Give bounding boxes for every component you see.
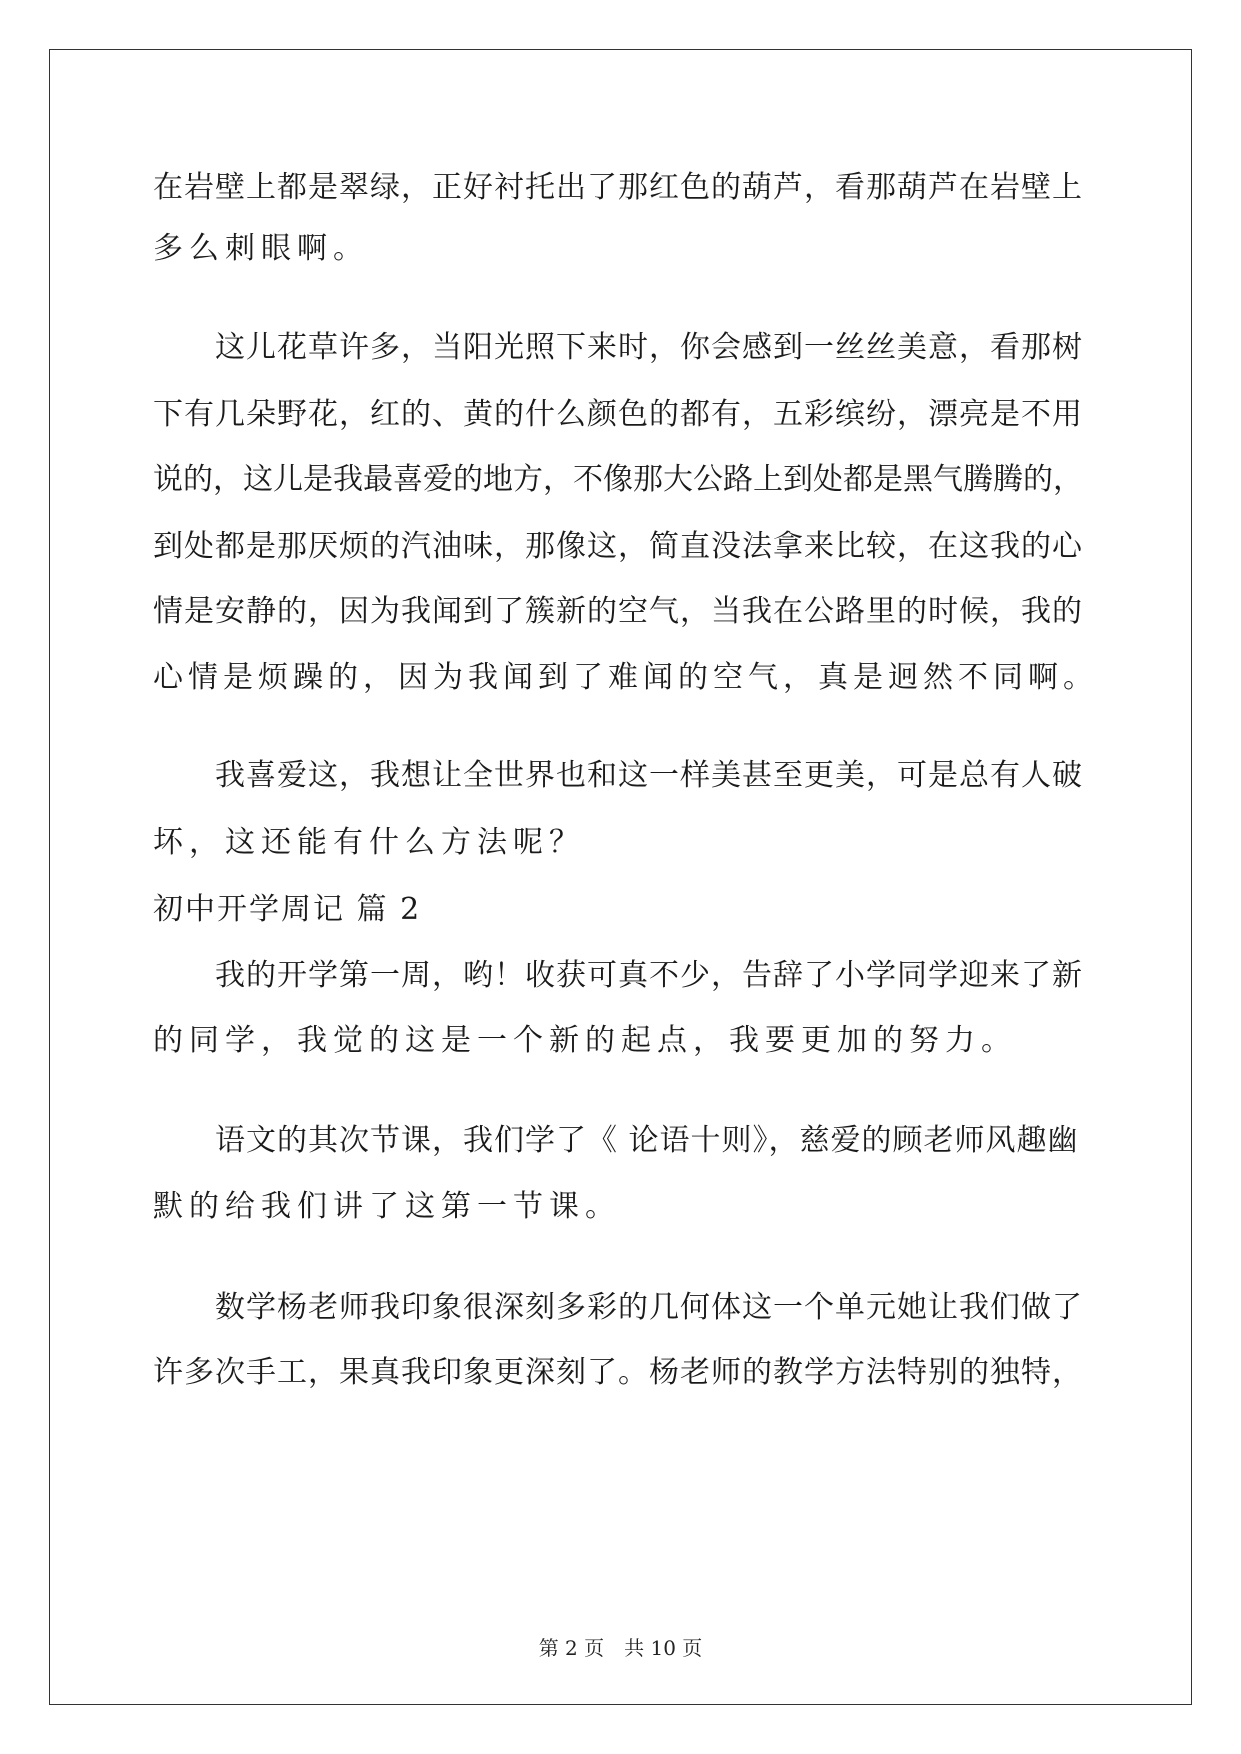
text-line: 多么刺眼啊。 xyxy=(153,231,369,266)
page-number-footer: 第 2 页 共 10 页 xyxy=(538,1636,703,1660)
page-border xyxy=(49,49,1192,1705)
paragraph-start-line: 我喜爱这，我想让全世界也和这一样美甚至更美，可是总有人破 xyxy=(215,758,1083,793)
paragraph-start-line: 语文的其次节课，我们学了《 论语十则》，慈爱的顾老师风趣幽 xyxy=(215,1123,1079,1158)
text-line: 在岩壁上都是翠绿，正好衬托出了那红色的葫芦，看那葫芦在岩壁上 xyxy=(153,170,1083,205)
text-line: 说的，这儿是我最喜爱的地方，不像那大公路上到处都是黑气腾腾的， xyxy=(153,462,1083,497)
text-line: 情是安静的，因为我闻到了簇新的空气，当我在公路里的时候，我的 xyxy=(153,594,1083,629)
paragraph-start-line: 这儿花草许多，当阳光照下来时，你会感到一丝丝美意，看那树 xyxy=(215,330,1083,365)
text-line: 下有几朵野花，红的、黄的什么颜色的都有，五彩缤纷，漂亮是不用 xyxy=(153,397,1083,432)
text-line: 的同学，我觉的这是一个新的起点，我要更加的努力。 xyxy=(153,1023,1017,1058)
section-heading: 初中开学周记 篇 2 xyxy=(153,892,422,927)
text-line: 到处都是那厌烦的汽油味，那像这，简直没法拿来比较，在这我的心 xyxy=(153,529,1083,564)
paragraph-start-line: 数学杨老师我印象很深刻多彩的几何体这一个单元她让我们做了 xyxy=(215,1290,1083,1325)
paragraph-start-line: 我的开学第一周，哟！收获可真不少，告辞了小学同学迎来了新 xyxy=(215,958,1083,993)
text-line: 坏，这还能有什么方法呢？ xyxy=(153,825,585,860)
text-line: 许多次手工，果真我印象更深刻了。杨老师的教学方法特别的独特， xyxy=(153,1355,1083,1390)
text-line: 心情是烦躁的，因为我闻到了难闻的空气，真是迥然不同啊。 xyxy=(153,660,1098,695)
text-line: 默的给我们讲了这第一节课。 xyxy=(153,1189,621,1224)
